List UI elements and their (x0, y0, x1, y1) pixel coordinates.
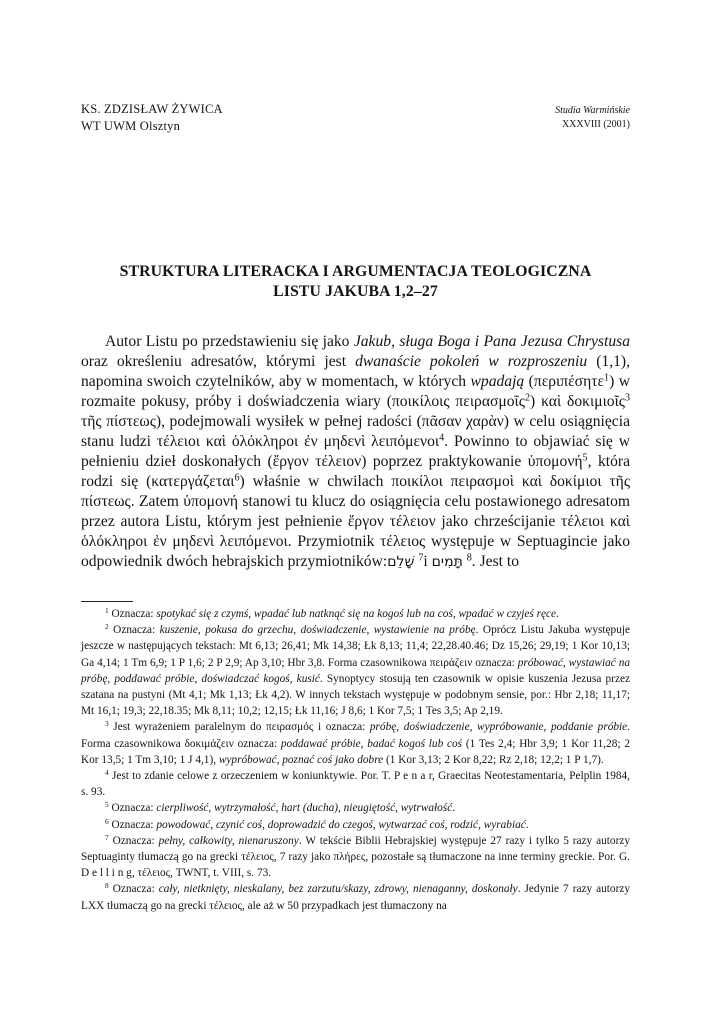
footnote-number: 3 (105, 719, 109, 729)
journal-header-block (555, 104, 630, 132)
text-run: ) w rozmaite pokusy, próby i doświadczenia wiary (ποικίλοις πειρασμοῖς (81, 373, 630, 410)
text-run: Jest to zdanie celowe z orzeczeniem w koniunktywie. Por. T. P e n a r, Graecitas Neotestamentaria, Pelplin 1984, s. 93. (81, 770, 631, 799)
footnote-number: 7 (105, 832, 109, 842)
text-run: . (452, 802, 456, 815)
text-run: . (525, 818, 529, 831)
footnote-3 (81, 719, 630, 768)
hebrew-word: שָׁלֵם (387, 554, 415, 570)
text-run: (περιπέσητε (524, 373, 605, 390)
footnote-number: 1 (105, 605, 109, 615)
emphasis-run: pełny, całkowity, nienaruszony (158, 834, 299, 847)
text-run: ) właśnie w chwilach ποικίλοι πειρασμοὶ καὶ δοκίμιοι τῆς πίστεως. Zatem ὑπομονή stanowi tu klucz do osiągnięcia celu postawionego adresatom przez autora Listu, którym jest pełnienie ἔργον τέλειον jako chrześcijanie τέλειοι καὶ ὁλόκληροι ἐν μηδενὶ λειπόμενοι. Przymiotnik τέλειος występuje w Septuagincie jako odpowiednik dwóch hebrajskich przymiotników: (81, 473, 630, 570)
text-run: Autor Listu po przedstawieniu się jako (105, 333, 354, 350)
footnote-number: 8 (105, 881, 109, 891)
emphasis-run: spotykać się z czymś, wpadać lub natknąć się na kogoś lub na coś, wpadać w czyjeś ręce (156, 608, 557, 620)
footnotes (81, 606, 630, 914)
text-run: i (423, 553, 432, 570)
text-run: Oznacza: (111, 818, 157, 831)
text-run: ) καὶ δοκιμιοῖς (530, 393, 625, 410)
text-run: . (556, 608, 559, 620)
footnote-ref: 4 (439, 432, 445, 444)
text-run: . Synoptycy stosują ten czasownik w opisie kuszenia Jezusa przez szatana na pustyni (Mt 4,1; Mk 1,13; Łk 4,2). W innych tekstach występuje w podobnym sensie, por.: Hbr 2,18; 11,17; Mt 16,1; 19,3; 22,18.35; Mk 8,11; 10,2; 12,15; Łk 11,16; J 8,6; 1 Kor 7,5; 1 Tes 3,5; Ap 2,19. (81, 672, 630, 718)
text-run: Oznacza: (111, 802, 157, 815)
journal-name: Studia Warmińskie (555, 105, 630, 116)
footnote-separator (81, 601, 133, 602)
text-run: Oznacza: (113, 624, 160, 637)
text-run: . Jedynie 7 razy autorzy LXX tłumaczą go na grecki τέλειος, ale aż w 50 przypadkach jest tłumaczony na (81, 883, 631, 912)
emphasis-run: cierpliwość, wytrzymałość, hart (ducha), nieugiętość, wytrwałość (156, 802, 453, 815)
author-name: KS. ZDZISŁAW ŻYWICA (81, 102, 223, 116)
text-run: (1,1), napomina swoich czytelników, aby w momentach, w których (81, 353, 630, 390)
text-run: Oznacza: (111, 608, 157, 620)
footnote-2 (81, 622, 630, 719)
text-run: . W tekście Biblii Hebrajskiej występuje 27 razy i tylko 5 razy autorzy Septuaginty tłumaczą go na grecki τέλειος, 7 razy jako πλήρες, pozostałe są tłumaczone na inne terminy greckie. Por. G. D e l l i n g, τέλειος, TWNT, t. VIII, s. 73. (81, 834, 631, 880)
footnote-ref: 8 (466, 552, 472, 564)
footnote-number: 4 (105, 768, 109, 777)
emphasis-run: dwanaście pokoleń w rozproszeniu (355, 353, 588, 370)
footnote-ref: 2 (524, 392, 530, 404)
text-run: Oznacza: (112, 834, 159, 847)
emphasis-run: poddawać próbie, badać kogoś lub coś (280, 737, 463, 750)
body-text (81, 332, 630, 572)
text-run: . Oprócz Listu Jakuba występuje jeszcze w następujących tekstach: Mt 6,13; 26,41; Mk 14,38; Łk 8,13; 11,4; 22,28.40.46; Dz 15,26; 29,19; 1 Kor 10,13; Ga 4,14; 1 Tm 6,9; 1 P 1,6; 2 P 2,9; Ap 3,10; Hbr 3,8. Forma czasownikowa πειράζειν oznacza: (81, 624, 631, 669)
author-affiliation: WT UWM Olsztyn (81, 119, 181, 133)
footnote-1 (81, 606, 630, 622)
footnote-ref: 3 (624, 392, 631, 404)
emphasis-run: wypróbować, poznać coś jako dobre (218, 753, 384, 766)
footnote-number: 6 (105, 816, 109, 826)
article-header-author-block (81, 101, 223, 135)
text-run: τῆς πίστεως), podejmowali wysiłek w pełnej radości (πᾶσαν χαρὰν) w celu osiągnięcia stanu ludzi τέλειοι καὶ ὁλόκληροι ἐν μηδενὶ λειπόμενοι (81, 413, 630, 450)
article-title (81, 262, 630, 302)
footnote-ref: 7 (418, 552, 424, 564)
emphasis-run: próbę, doświadczenie, wypróbowanie, poddanie próbie (369, 721, 628, 734)
text-run: . Powinno to objawiać się w pełnieniu dzieł doskonałych (ἔργον τέλειον) poprzez praktykowanie ὑπομονή (81, 433, 630, 470)
footnote-7 (81, 833, 630, 882)
footnote-number: 2 (105, 622, 109, 632)
text-run: oraz określeniu adresatów, którymi jest (81, 353, 356, 370)
footnote-ref: 1 (604, 372, 610, 384)
footnote-8 (81, 881, 630, 913)
hebrew-word: תָּמִים (431, 554, 463, 570)
footnote-ref: 5 (582, 452, 588, 464)
footnote-4 (81, 768, 630, 800)
text-run: Oznacza: (112, 883, 159, 896)
footnote-6 (81, 817, 630, 833)
emphasis-run: powodować, czynić coś, doprowadzić do czegoś, wytwarzać coś, rodzić, wyrabiać (156, 818, 526, 831)
footnote-ref: 6 (234, 472, 240, 484)
text-run: (1 Kor 3,13; 2 Kor 8,22; Rz 2,18; 12,2; 1 P 1,7). (383, 753, 604, 766)
emphasis-run: Jakub, sługa Boga i Pana Jezusa Chrystusa (353, 333, 630, 350)
footnote-number: 5 (105, 800, 109, 810)
title-line-2: LISTU JAKUBA 1,2–27 (273, 283, 438, 300)
text-run: , która rodzi się (κατεργάζεται (81, 453, 630, 490)
body-paragraph (81, 332, 630, 572)
emphasis-run: kuszenie, pokusa do grzechu, doświadczenie, wystawienie na próbę (159, 624, 476, 637)
footnote-5 (81, 800, 630, 816)
title-line-1: STRUKTURA LITERACKA I ARGUMENTACJA TEOLOGICZNA (119, 263, 592, 280)
text-run: . Jest to (471, 553, 520, 570)
journal-volume: XXXVIII (2001) (561, 119, 630, 130)
text-run: . Forma czasownikowa δοκιμάζειν oznacza: (81, 721, 630, 750)
emphasis-run: cały, nietknięty, nieskalany, bez zarzutu/skazy, zdrowy, nienaganny, doskonały (158, 883, 518, 896)
text-run: (1 Tes 2,4; Hbr 3,9; 1 Kor 11,28; 2 Kor 13,5; 1 Tm 3,10; 1 J 4,1), (81, 737, 630, 766)
emphasis-run: wpadają (470, 373, 525, 390)
emphasis-run: próbować, wystawiać na próbę, poddawać próbie, doświadczać kogoś, kusić (81, 656, 630, 685)
text-run: Jest wyrażeniem paralelnym do πειρασμός i oznacza: (113, 721, 370, 734)
